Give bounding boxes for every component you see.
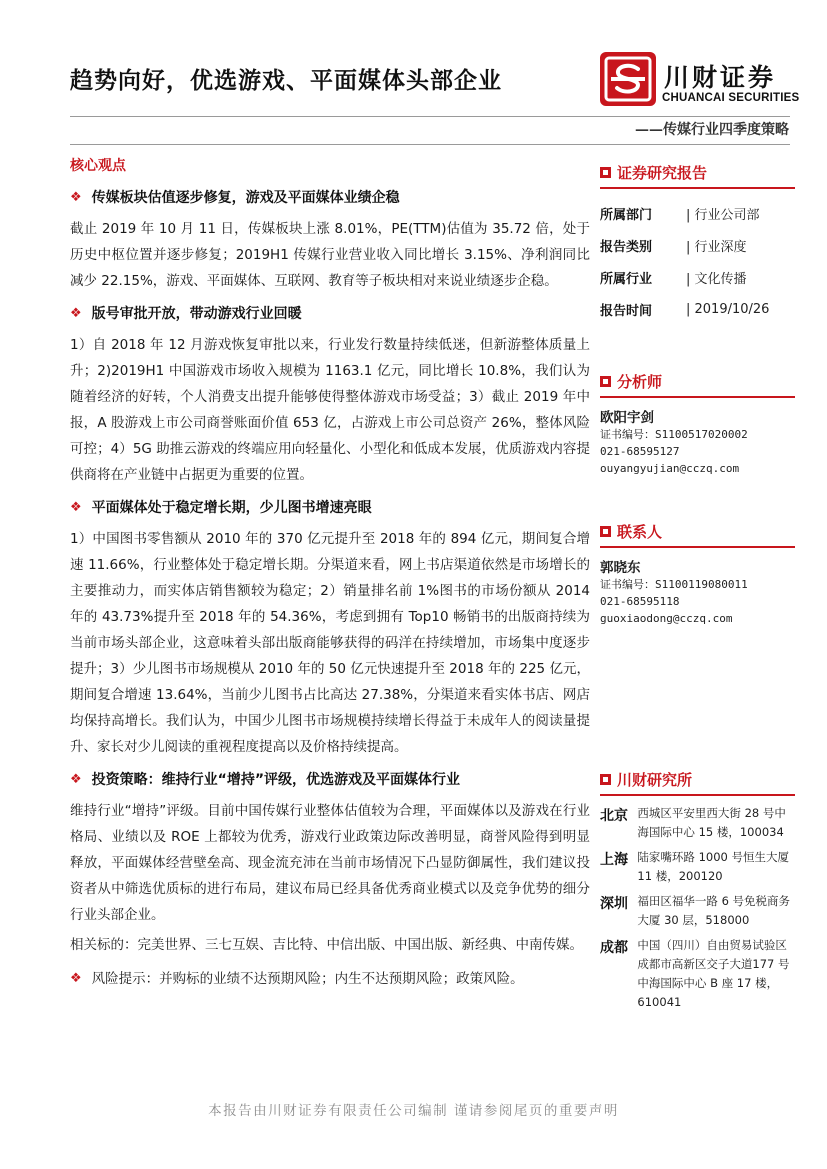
section-heading: 版号审批开放，带动游戏行业回暖	[91, 306, 302, 322]
institute-title: 川财研究所	[617, 770, 693, 789]
logo-mark-icon	[600, 52, 656, 106]
section-paragraph: 维持行业“增持”评级。目前中国传媒行业整体估值较为合理，平面媒体以及游戏在行业格局、业绩以及 ROE 上都较为优秀，游戏行业政策边际改善明显，商誉风险得到明显释放，平面媒体经营壁垒高、现金流充沛在当前市场情况下凸显防御属性，我们建议投资者从中筛选优质标的进行布局，建议布局已经具备优秀商业模式以及竞争优势的细分行业头部企业。	[70, 803, 590, 923]
analyst-cert: 证书编号：S1100517020002	[600, 428, 748, 441]
sidebar	[600, 160, 795, 1018]
section-valuation	[70, 184, 590, 294]
square-bullet-icon	[600, 526, 611, 537]
sidebar-divider	[600, 187, 795, 189]
square-bullet-icon	[600, 774, 611, 785]
core-views-title: 核心观点	[70, 158, 126, 174]
section-print-media	[70, 494, 590, 760]
section-heading: 平面媒体处于稳定增长期，少儿图书增速亮眼	[91, 500, 372, 516]
report-box-title: 证券研究报告	[617, 163, 708, 182]
sidebar-divider	[600, 794, 795, 796]
office-shanghai: 上海 陆家嘴环路 1000 号恒生大厦 11 楼，200120	[600, 850, 789, 883]
contact-cert: 证书编号：S1100119080011	[600, 578, 748, 591]
section-gaming	[70, 300, 590, 488]
analyst-email[interactable]: ouyangyujian@cczq.com	[600, 462, 740, 475]
sidebar-divider	[600, 396, 795, 398]
section-paragraph: 1）自 2018 年 12 月游戏恢复审批以来，行业发行数量持续低迷，但新游整体质量上升；2)2019H1 中国游戏市场收入规模为 1163.1 亿元，同比增长 10.8%，我们认为随着经济的好转，个人消费支出提升能够使得整体游戏市场受益；3）截止 2019 年中报，A 股游戏上市公司商誉账面价值 653 亿，占游戏上市公司总资产 26%，整体风险可控；4）5G 助推云游戏的终端应用向轻量化、小型化和低成本发展，优质游戏内容提供商将在产业链中占据更为重要的位置。	[70, 337, 590, 483]
logo-english-name: CHUANCAI SECURITIES	[662, 92, 800, 104]
info-row-category: 报告类别 | 行业深度	[600, 239, 747, 255]
info-row-date: 报告时间 | 2019/10/26	[600, 301, 770, 319]
related-targets: 相关标的：完美世界、三七互娱、吉比特、中信出版、中国出版、新经典、中南传媒。	[70, 937, 583, 953]
footer-disclaimer: 本报告由川财证券有限责任公司编制 谨请参阅尾页的重要声明	[208, 1103, 619, 1119]
diamond-bullet-icon: ❖	[70, 499, 82, 515]
contact-email[interactable]: guoxiaodong@cczq.com	[600, 612, 733, 625]
header-divider-top	[70, 116, 790, 117]
section-paragraph: 截止 2019 年 10 月 11 日，传媒板块上涨 8.01%，PE(TTM)估值为 35.72 倍，处于历史中枢位置并逐步修复；2019H1 传媒行业营业收入同比增长 3.15%、净利润同比减少 22.15%，游戏、平面媒体、互联网、教育等子板块相对来说业绩逐步企稳。	[70, 221, 590, 289]
diamond-bullet-icon: ❖	[70, 305, 82, 321]
sidebar-divider	[600, 546, 795, 548]
diamond-bullet-icon: ❖	[70, 971, 82, 986]
company-logo	[600, 52, 800, 112]
main-content	[70, 155, 590, 992]
contact-name: 郭晓东	[600, 560, 641, 576]
report-title: 趋势向好，优选游戏、平面媒体头部企业	[70, 67, 502, 94]
section-heading: 传媒板块估值逐步修复，游戏及平面媒体业绩企稳	[91, 190, 400, 206]
contact-title: 联系人	[617, 522, 663, 541]
risk-text: 风险提示：并购标的业绩不达预期风险；内生不达预期风险；政策风险。	[91, 971, 524, 987]
square-bullet-icon	[600, 376, 611, 387]
office-beijing: 北京 西城区平安里西大街 28 号中海国际中心 15 楼，100034	[600, 806, 786, 839]
office-chengdu: 成都 中国（四川）自由贸易试验区成都市高新区交子大道177 号中海国际中心 B 座 17 楼，610041	[600, 938, 790, 1009]
section-strategy	[70, 766, 590, 958]
analyst-phone: 021-68595127	[600, 445, 680, 458]
square-bullet-icon	[600, 167, 611, 178]
risk-warning	[70, 966, 590, 992]
diamond-bullet-icon: ❖	[70, 189, 82, 205]
analyst-name: 欧阳宇剑	[600, 410, 654, 426]
section-paragraph: 1）中国图书零售额从 2010 年的 370 亿元提升至 2018 年的 894 亿元，期间复合增速 11.66%，行业整体处于稳定增长期。分渠道来看，网上书店渠道依然是市场增长的主要推动力，而实体店销售额较为稳定；2）销量排名前 1%图书的市场份额从 2014 年的 43.73%提升至 2018 年的 54.36%，考虑到拥有 Top10 畅销书的出版商持续为当前市场头部企业，这意味着头部出版商能够获得的码洋在持续增加，市场集中度逐步提升；3）少儿图书市场规模从 2010 年的 50 亿元快速提升至 2018 年的 225 亿元，期间复合增速 13.64%，当前少儿图书占比高达 27.38%，分渠道来看实体书店、网店均保持高增长。我们认为，中国少儿图书市场规模持续增长得益于未成年人的阅读量提升、家长对少儿阅读的重视程度提高以及价格持续提高。	[70, 531, 590, 755]
info-row-department: 所属部门 | 行业公司部	[600, 207, 760, 223]
info-row-industry: 所属行业 | 文化传播	[600, 271, 747, 287]
diamond-bullet-icon: ❖	[70, 771, 82, 787]
report-subtitle: ——传媒行业四季度策略	[635, 122, 789, 138]
contact-phone: 021-68595118	[600, 595, 680, 608]
header-divider-bottom	[70, 144, 790, 145]
logo-chinese-name: 川财证券	[664, 63, 777, 92]
analyst-title: 分析师	[617, 372, 663, 391]
section-heading: 投资策略：维持行业“增持”评级，优选游戏及平面媒体行业	[91, 772, 461, 788]
office-shenzhen: 深圳 福田区福华一路 6 号免税商务大厦 30 层，518000	[600, 894, 791, 927]
